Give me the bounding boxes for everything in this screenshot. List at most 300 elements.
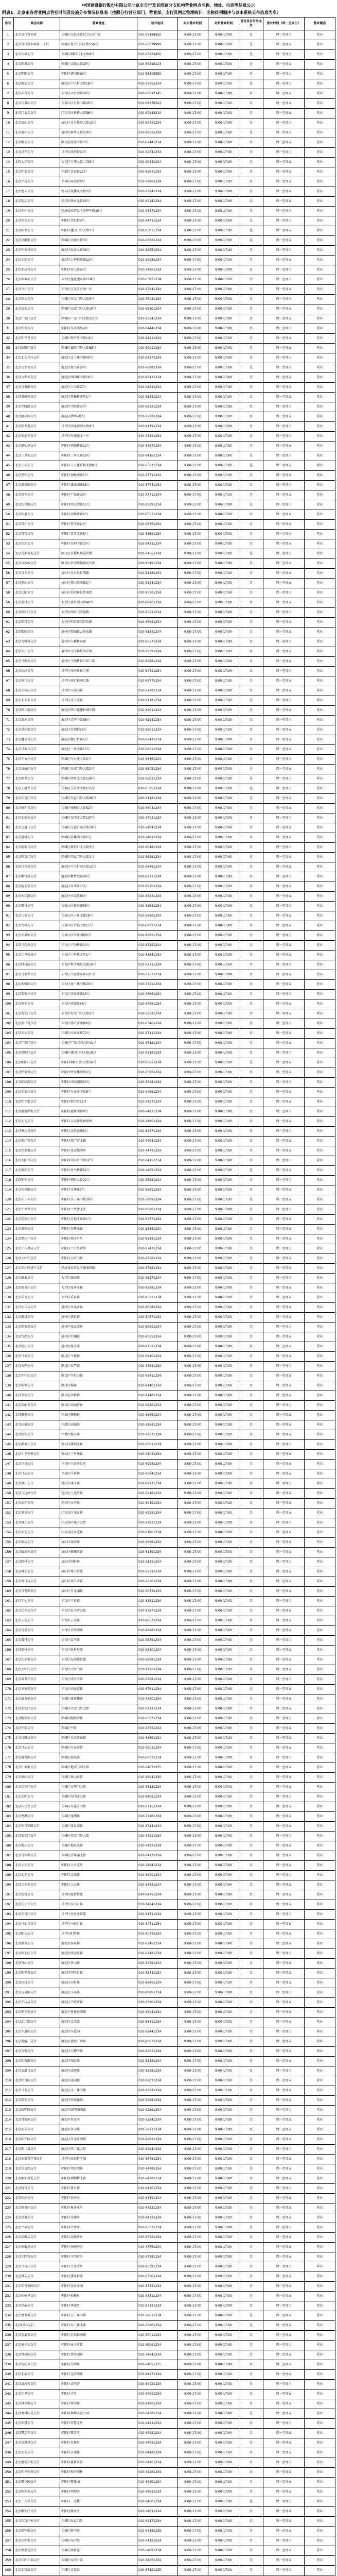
cell-phone: 010-68051234 [137,765,178,774]
cell-address: 朝阳区双桥东路 [60,1225,137,1234]
cell-phone: 010-64041235 [137,1773,178,1783]
cell-index: 186 [3,1841,14,1851]
cell-personal-hours: 9:00-17:00 [208,1929,239,1939]
cell-status: 营业 [305,99,335,109]
cell-business-days: 周一至周五 [263,2370,305,2380]
cell-address: 朝阳区北苑路 [60,1871,137,1880]
cell-foreign-currency: 否 [239,324,263,334]
cell-index: 15 [3,167,14,177]
cell-business-days: 周一至周五 [263,226,305,236]
cell-corporate-hours: 9:00-17:00 [178,1675,208,1685]
cell-business-days: 周一至周五 [263,1009,305,1019]
table-row [3,765,335,774]
cell-phone: 010-65121234 [137,1048,178,1058]
cell-address: 顺义区李桥镇 [60,1391,137,1401]
cell-foreign-currency: 否 [239,628,263,637]
cell-personal-hours: 9:00-17:00 [208,334,239,344]
cell-address: 平谷区兴谷开发区 [60,1460,137,1469]
cell-business-days: 周一至周五 [263,2174,305,2184]
cell-foreign-currency: 否 [239,344,263,353]
cell-foreign-currency: 否 [239,1675,263,1685]
cell-branch-name: 北京林萃路支行 [14,2399,60,2409]
cell-personal-hours: 9:00-17:00 [208,628,239,637]
table-row [3,1244,335,1254]
cell-business-days: 周一至周五 [263,2527,305,2536]
cell-corporate-hours: 9:00-17:00 [178,1929,208,1939]
cell-foreign-currency: 否 [239,2389,263,2399]
cell-status: 营业 [305,2419,335,2429]
cell-business-days: 周一至周五 [263,882,305,892]
cell-phone: 010-63941234 [137,2008,178,2018]
cell-address: 延庆区康庄镇 [60,1479,137,1489]
table-body [3,30,335,2576]
cell-personal-hours: 9:00-17:00 [208,109,239,118]
header-index: 序号 [3,18,14,30]
cell-status: 营业 [305,657,335,667]
cell-personal-hours: 9:00-17:00 [208,1998,239,2008]
table-row [3,383,335,393]
cell-address: 朝阳区孙河乡 [60,2194,137,2204]
cell-address: 房山区城关街道 [60,1567,137,1577]
cell-corporate-hours: 9:00-17:00 [178,941,208,951]
cell-index: 260 [3,2566,14,2575]
cell-branch-name: 北京崔各庄支行 [14,2204,60,2213]
cell-status: 营业 [305,980,335,990]
cell-phone: 010-65121235 [137,2566,178,2575]
cell-corporate-hours: 9:00-17:00 [178,1078,208,1088]
table-row [3,2566,335,2575]
cell-address: 大兴区西红门宏福路 [60,608,137,618]
cell-personal-hours: 9:00-17:00 [208,1362,239,1371]
cell-foreign-currency: 否 [239,2184,263,2194]
cell-corporate-hours: 9:00-17:00 [178,1959,208,1969]
cell-business-days: 周一至周日 [263,588,305,598]
cell-business-days: 周一至周日 [263,1871,305,1880]
table-row [3,2517,335,2527]
cell-address: 海淀区温泉镇 [60,1939,137,1949]
cell-personal-hours: 9:00-17:00 [208,158,239,167]
table-row [3,30,335,40]
cell-business-days: 周一至周五 [263,256,305,265]
cell-business-days: 周一至周五 [263,657,305,667]
cell-business-days: 周一至周日 [263,637,305,647]
cell-index: 89 [3,892,14,902]
table-row [3,324,335,334]
cell-personal-hours: 9:00-17:00 [208,1988,239,1998]
cell-business-days: 周一至周日 [263,2145,305,2155]
cell-branch-name: 北京农展馆支行 [14,2331,60,2341]
cell-phone: 010-68481234 [137,862,178,872]
cell-status: 营业 [305,1792,335,1802]
cell-corporate-hours: 9:00-17:00 [178,1753,208,1763]
cell-foreign-currency: 否 [239,2194,263,2204]
cell-address: 房山区燕山岗南路2号 [60,579,137,588]
cell-phone: 010-60711234 [137,1920,178,1929]
cell-address: 东城区交道口南大街19号 [60,823,137,833]
table-row [3,89,335,99]
cell-status: 营业 [305,2487,335,2497]
cell-phone: 010-60571234 [137,637,178,647]
cell-phone: 010-62931234 [137,716,178,725]
cell-business-days: 周一至周日 [263,432,305,442]
cell-foreign-currency: 是 [239,853,263,862]
cell-foreign-currency: 否 [239,1097,263,1107]
cell-corporate-hours: 9:00-17:00 [178,1714,208,1724]
cell-business-days: 周一至周五 [263,1626,305,1636]
cell-branch-name: 北京德胜门支行 [14,344,60,353]
table-row [3,520,335,530]
cell-personal-hours: 9:00-17:00 [208,843,239,853]
cell-index: 163 [3,1616,14,1626]
table-row [3,412,335,422]
cell-status: 营业 [305,1156,335,1166]
cell-index: 168 [3,1665,14,1675]
cell-foreign-currency: 否 [239,1822,263,1832]
cell-corporate-hours: 9:00-17:00 [178,295,208,304]
cell-foreign-currency: 否 [239,2478,263,2487]
cell-status: 营业 [305,2155,335,2164]
cell-foreign-currency: 否 [239,2125,263,2135]
cell-index: 138 [3,1371,14,1381]
cell-personal-hours: 9:00-17:00 [208,676,239,686]
cell-personal-hours: 9:00-17:00 [208,911,239,921]
cell-status: 营业 [305,402,335,412]
cell-phone: 010-89351234 [137,118,178,128]
cell-foreign-currency: 是 [239,2566,263,2575]
cell-corporate-hours: 9:00-17:00 [178,2399,208,2409]
cell-branch-name: 北京康庄支行 [14,1479,60,1489]
cell-address: 海淀区中关村大街18号 [60,79,137,89]
cell-index: 13 [3,148,14,158]
cell-phone: 010-84921234 [137,2380,178,2389]
cell-foreign-currency: 是 [239,2311,263,2321]
cell-status: 营业 [305,1039,335,1048]
cell-index: 117 [3,1166,14,1176]
cell-business-days: 周一至周日 [263,1274,305,1283]
cell-corporate-hours: 9:00-17:00 [178,549,208,559]
cell-address: 海淀区莲花池西路 [60,2008,137,2018]
cell-status: 营业 [305,1577,335,1587]
cell-foreign-currency: 否 [239,608,263,618]
cell-index: 63 [3,637,14,647]
cell-business-days: 周一至周日 [263,608,305,618]
cell-address: 海淀区双榆树南里1号 [60,393,137,402]
cell-business-days: 周一至周五 [263,304,305,314]
table-row [3,2096,335,2106]
cell-branch-name: 北京小关支行 [14,1861,60,1871]
cell-status: 营业 [305,500,335,510]
cell-business-days: 周一至周五 [263,2125,305,2135]
cell-phone: 010-63561234 [137,1734,178,1743]
cell-corporate-hours: 9:00-17:00 [178,1362,208,1371]
cell-corporate-hours: 9:00-17:00 [178,1665,208,1675]
cell-corporate-hours: 9:00-17:00 [178,422,208,432]
cell-business-days: 周一至周五 [263,1920,305,1929]
cell-phone: 010-84081234 [137,1792,178,1802]
cell-personal-hours: 9:00-17:00 [208,500,239,510]
cell-foreign-currency: 是 [239,304,263,314]
cell-address: 通州区永乐店镇 [60,1303,137,1313]
cell-foreign-currency: 否 [239,1694,263,1704]
cell-address: 房山区阎村镇 [60,1557,137,1567]
cell-index: 69 [3,696,14,706]
cell-business-days: 周一至周五 [263,1303,305,1313]
branch-table [2,17,335,2576]
cell-foreign-currency: 否 [239,1567,263,1577]
table-row [3,1949,335,1959]
cell-personal-hours: 9:00-17:00 [208,1048,239,1058]
cell-personal-hours: 9:00-17:00 [208,1538,239,1548]
cell-status: 营业 [305,1469,335,1479]
cell-personal-hours: 9:00-17:00 [208,569,239,579]
cell-address: 朝阳区惠新西街9号 [60,1107,137,1117]
cell-business-days: 周一至周五 [263,1606,305,1616]
table-row [3,1117,335,1127]
cell-phone: 010-69141234 [137,197,178,207]
cell-corporate-hours: 9:00-17:00 [178,2243,208,2252]
cell-business-days: 周一至周五 [263,706,305,716]
cell-business-days: 周一至周五 [263,471,305,481]
table-row [3,1048,335,1058]
cell-index: 158 [3,1567,14,1577]
cell-personal-hours: 9:00-17:00 [208,765,239,774]
cell-business-days: 周一至周日 [263,843,305,853]
cell-corporate-hours: 9:00-17:00 [178,2008,208,2018]
cell-status: 营业 [305,951,335,960]
cell-phone: 010-69961234 [137,177,178,187]
cell-address: 海淀区肖家河 [60,2115,137,2125]
cell-phone: 010-69411234 [137,1371,178,1381]
cell-business-days: 周一至周五 [263,1822,305,1832]
cell-address: 顺义区首都机场航站楼 [60,549,137,559]
cell-branch-name: 北京学院路支行 [14,402,60,412]
cell-phone: 010-85571234 [137,510,178,520]
cell-branch-name: 北京新村支行 [14,1646,60,1655]
cell-index: 3 [3,50,14,60]
table-row [3,1107,335,1117]
cell-phone: 010-87311234 [137,2292,178,2301]
cell-business-days: 周一至周五 [263,1861,305,1871]
cell-address: 丰台区新村街道 [60,1646,137,1655]
cell-corporate-hours: 9:00-17:00 [178,882,208,892]
cell-foreign-currency: 否 [239,1205,263,1215]
table-row [3,2301,335,2311]
cell-personal-hours: 9:00-17:00 [208,1215,239,1225]
cell-address: 朝阳区南磨房乡 [60,2243,137,2252]
cell-corporate-hours: 9:00-17:00 [178,1430,208,1440]
cell-foreign-currency: 否 [239,2115,263,2125]
cell-personal-hours: 9:00-17:00 [208,980,239,990]
table-row [3,1851,335,1861]
cell-phone: 010-65771234 [137,1215,178,1225]
header-branch-name: 网点名称 [14,18,60,30]
cell-address: 西城区白纸坊东街 [60,1734,137,1743]
cell-status: 营业 [305,784,335,794]
cell-status: 营业 [305,814,335,823]
table-row [3,745,335,755]
cell-address: 朝阳区将台路 [60,2184,137,2194]
cell-corporate-hours: 9:00-17:00 [178,647,208,657]
cell-status: 营业 [305,2037,335,2047]
cell-address: 朝阳区北辰西路 [60,2370,137,2380]
cell-business-days: 周一至周日 [263,1597,305,1606]
cell-branch-name: 北京双榆树支行 [14,393,60,402]
header-phone: 营业电话 [137,18,178,30]
cell-status: 营业 [305,1665,335,1675]
cell-foreign-currency: 否 [239,197,263,207]
table-row [3,814,335,823]
cell-address: 海淀区羊坊店路 [60,1998,137,2008]
table-row [3,1704,335,1714]
cell-address: 朝阳区林萃路 [60,2399,137,2409]
cell-corporate-hours: 9:00-17:00 [178,2155,208,2164]
cell-address: 通州区杨庄路 [60,1342,137,1352]
cell-address: 朝阳区小关北里 [60,1861,137,1871]
cell-business-days: 周一至周日 [263,667,305,676]
cell-index: 238 [3,2350,14,2360]
cell-status: 营业 [305,412,335,422]
cell-corporate-hours: 9:00-17:00 [178,79,208,89]
cell-foreign-currency: 否 [239,334,263,344]
cell-foreign-currency: 是 [239,50,263,60]
cell-branch-name: 北京亦庄支行 [14,207,60,216]
cell-address: 海淀区成府路 [60,2066,137,2076]
cell-address: 延庆区八达岭镇 [60,1489,137,1499]
cell-corporate-hours: 9:00-17:00 [178,2076,208,2086]
cell-corporate-hours: 9:00-17:00 [178,2350,208,2360]
cell-branch-name: 北京北洼路支行 [14,2018,60,2027]
cell-branch-name: 北京青塔支行 [14,1626,60,1636]
cell-status: 营业 [305,344,335,353]
cell-branch-name: 北京来广营支行 [14,1137,60,1146]
cell-personal-hours: 9:00-17:00 [208,1039,239,1048]
cell-personal-hours: 9:00-17:00 [208,1812,239,1822]
cell-branch-name: 北京管庄支行 [14,520,60,530]
cell-index: 157 [3,1557,14,1567]
cell-branch-name: 北京看丹支行 [14,1636,60,1646]
cell-personal-hours: 9:00-17:00 [208,725,239,735]
table-row [3,1185,335,1195]
cell-business-days: 周一至周日 [263,1048,305,1058]
cell-branch-name: 北京兴谷支行 [14,1460,60,1469]
cell-foreign-currency: 否 [239,1685,263,1694]
cell-corporate-hours: 9:00-17:00 [178,304,208,314]
cell-foreign-currency: 否 [239,2419,263,2429]
cell-phone: 010-67201234 [137,1694,178,1704]
cell-branch-name: 北京中关村支行 [14,246,60,256]
cell-personal-hours: 9:00-17:00 [208,510,239,520]
cell-status: 营业 [305,1929,335,1939]
cell-corporate-hours: 9:00-17:00 [178,2018,208,2027]
cell-foreign-currency: 是 [239,461,263,471]
cell-corporate-hours: 9:00-17:00 [178,2556,208,2566]
cell-address: 顺义区后沙峪镇裕民大街 [60,559,137,569]
table-row [3,197,335,207]
cell-business-days: 周一至周五 [263,1900,305,1910]
cell-business-days: 周一至周五 [263,2213,305,2223]
cell-branch-name: 北京云岗支行 [14,1616,60,1626]
cell-foreign-currency: 是 [239,265,263,275]
cell-index: 41 [3,422,14,432]
cell-branch-name: 北京西苑支行 [14,2096,60,2106]
table-row [3,1166,335,1176]
cell-phone: 010-69851234 [137,1509,178,1518]
cell-foreign-currency: 否 [239,285,263,295]
cell-business-days: 周一至周日 [263,295,305,304]
cell-foreign-currency: 是 [239,2321,263,2331]
cell-phone: 010-62891234 [137,2106,178,2115]
cell-index: 231 [3,2282,14,2292]
cell-address: 海淀区西二旗大街 [60,2145,137,2155]
cell-personal-hours: 9:00-17:00 [208,2301,239,2311]
cell-branch-name: 北京大红门支行 [14,1665,60,1675]
cell-personal-hours: 9:00-17:00 [208,1861,239,1871]
cell-phone: 010-58711234 [137,2125,178,2135]
cell-index: 247 [3,2438,14,2448]
cell-index: 164 [3,1626,14,1636]
cell-status: 营业 [305,1234,335,1244]
cell-status: 营业 [305,285,335,295]
cell-business-days: 周一至周日 [263,1949,305,1959]
cell-address: 通州区漷县镇 [60,1313,137,1323]
cell-index: 257 [3,2536,14,2546]
cell-address: 经济技术开发区地盛西路 [60,1264,137,1274]
cell-personal-hours: 9:00-17:00 [208,2566,239,2575]
cell-foreign-currency: 否 [239,2262,263,2272]
table-row [3,1871,335,1880]
cell-status: 营业 [305,774,335,784]
cell-status: 营业 [305,1851,335,1861]
cell-foreign-currency: 是 [239,60,263,70]
cell-personal-hours: 9:00-17:00 [208,167,239,177]
cell-foreign-currency: 是 [239,774,263,784]
cell-address: 朝阳区农展馆南路 [60,2331,137,2341]
cell-personal-hours: 9:00-17:00 [208,471,239,481]
cell-foreign-currency: 否 [239,1939,263,1949]
cell-foreign-currency: 否 [239,2145,263,2155]
cell-branch-name: 北京香河园支行 [14,2350,60,2360]
cell-business-days: 周一至周五 [263,2292,305,2301]
cell-phone: 010-64911234 [137,2419,178,2429]
cell-corporate-hours: 9:00-17:00 [178,2037,208,2047]
cell-status: 营业 [305,1978,335,1988]
cell-foreign-currency: 否 [239,657,263,667]
cell-index: 258 [3,2546,14,2556]
table-row [3,1929,335,1939]
cell-address: 怀柔区雁栖镇 [60,1411,137,1420]
cell-personal-hours: 9:00-17:00 [208,1567,239,1577]
cell-personal-hours: 9:00-17:00 [208,353,239,363]
cell-address: 海淀区花园路 [60,2076,137,2086]
cell-phone: 010-67211234 [137,980,178,990]
cell-branch-name: 北京陶然亭支行 [14,1714,60,1724]
cell-index: 205 [3,2027,14,2037]
cell-status: 营业 [305,1802,335,1812]
table-row [3,363,335,373]
cell-corporate-hours: 9:00-17:00 [178,2135,208,2145]
cell-personal-hours: 9:00-17:00 [208,1636,239,1646]
cell-personal-hours: 9:00-17:00 [208,1264,239,1274]
table-row [3,1587,335,1597]
cell-business-days: 周一至周五 [263,1773,305,1783]
cell-address: 平谷区府前街8号 [60,177,137,187]
cell-branch-name: 北京采育支行 [14,1293,60,1303]
table-row [3,295,335,304]
cell-personal-hours: 9:00-17:00 [208,2066,239,2076]
cell-address: 东城区蒲黄榆路 [60,1694,137,1704]
cell-index: 30 [3,314,14,324]
cell-phone: 010-85331234 [137,2223,178,2233]
